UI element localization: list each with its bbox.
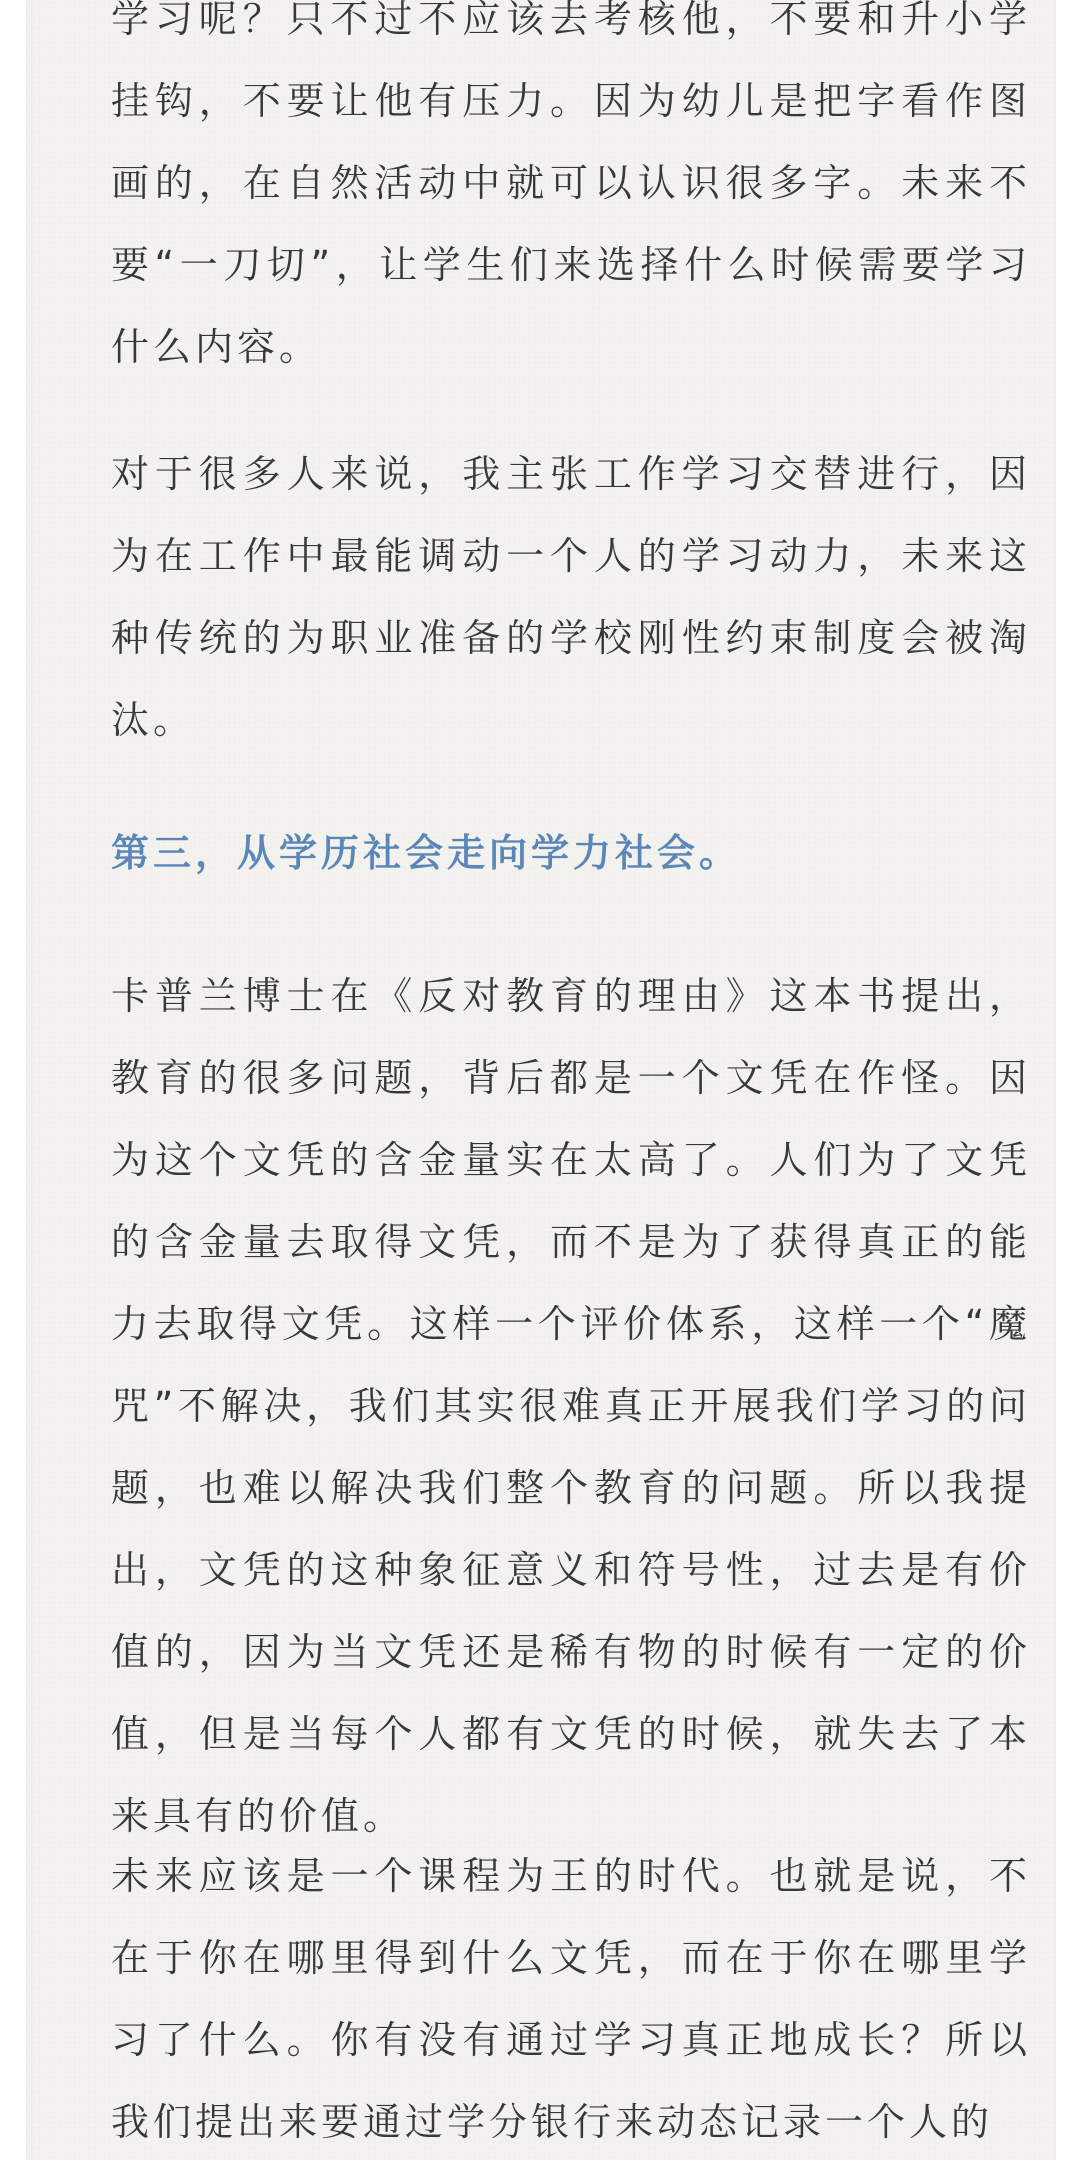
article-paper	[26, 0, 1056, 2160]
article-paragraph-3: 卡普兰博士在《反对教育的理由》这本书提出，教育的很多问题，背后都是一个文凭在作怪。因为这个文凭的含金量实在太高了。人们为了文凭的含金量去取得文凭，而不是为了获得真正的能力去取得文凭。这样一个评价体系，这样一个“魔咒”不解决，我们其实很难真正开展我们学习的问题，也难以解决我们整个教育的问题。所以我提出，文凭的这种象征意义和符号性，过去是有价值的，因为当文凭还是稀有物的时候有一定的价值，但是当每个人都有文凭的时候，就失去了本来具有的价值。	[111, 974, 1031, 1838]
article-paragraph-2: 对于很多人来说，我主张工作学习交替进行，因为在工作中最能调动一个人的学习动力，未来这种传统的为职业准备的学校刚性约束制度会被淘汰。	[111, 452, 1031, 742]
article-paragraph-4: 未来应该是一个课程为王的时代。也就是说，不在于你在哪里得到什么文凭，而在于你在哪里学习了什么。你有没有通过学习真正地成长？所以我们提出来要通过学分银行来动态记录一个人的	[111, 1854, 1031, 2144]
section-heading: 第三，从学历社会走向学力社会。	[111, 831, 742, 875]
article-paragraph-1: 学习呢？只不过不应该去考核他，不要和升小学挂钩，不要让他有压力。因为幼儿是把字看作图画的，在自然活动中就可以认识很多字。未来不要“一刀切”，让学生们来选择什么时候需要学习什么内容。	[111, 0, 1031, 369]
